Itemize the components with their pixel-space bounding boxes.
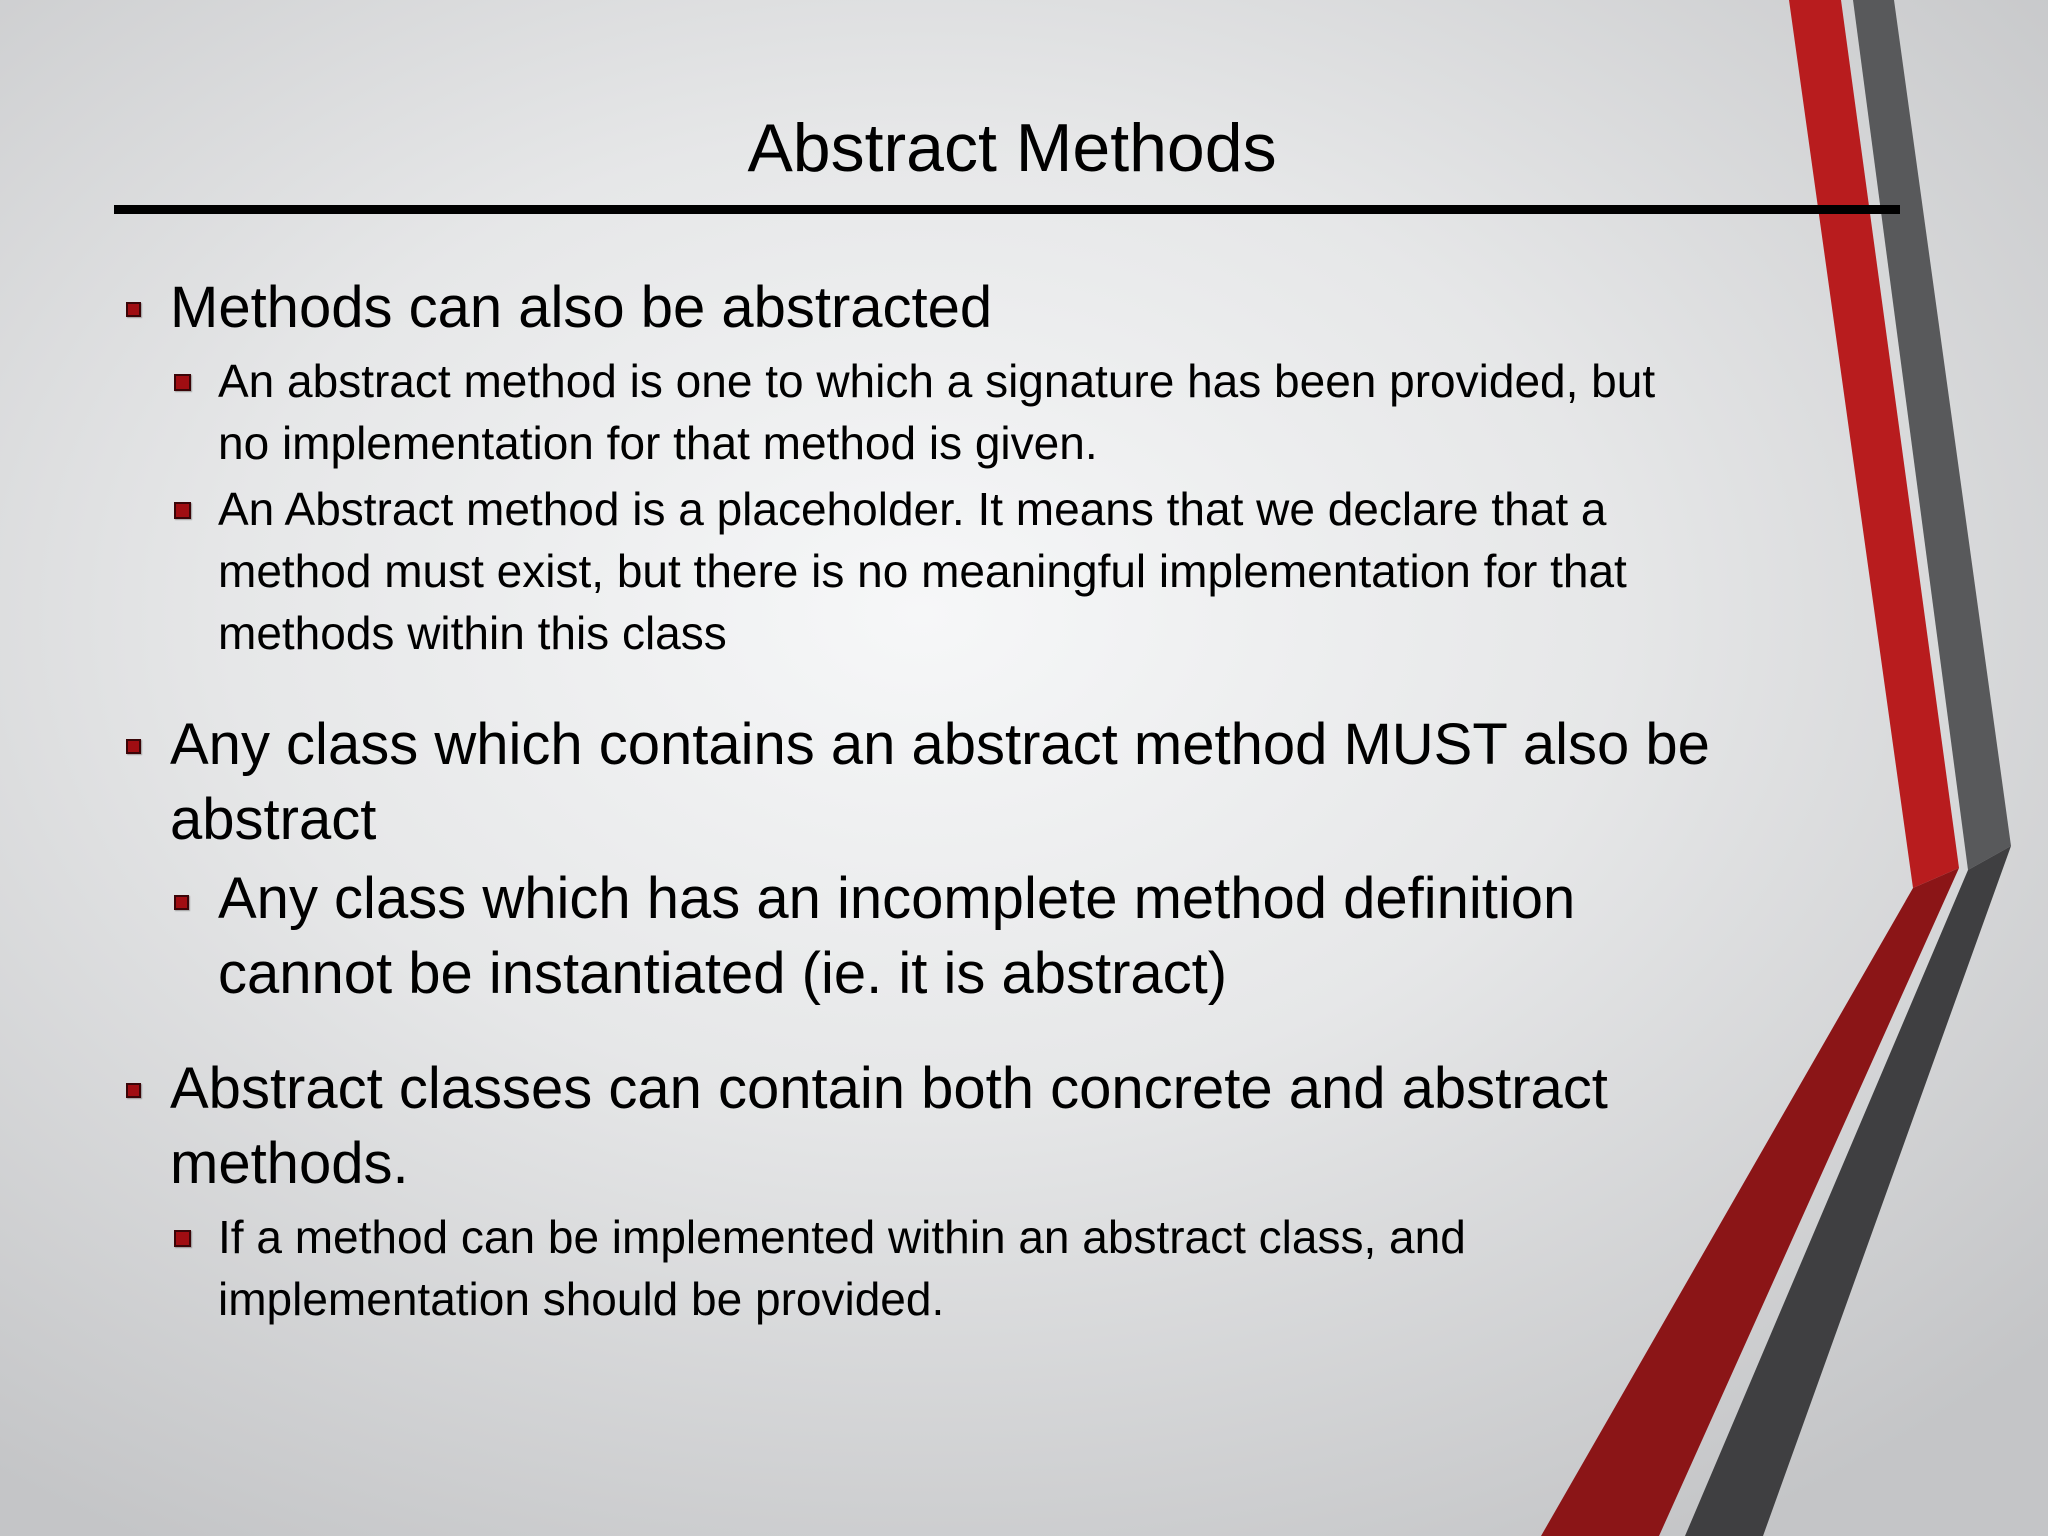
bullet-text: An Abstract method is a placeholder. It means that we declare that a (218, 483, 1607, 535)
bullet-square-icon (126, 1083, 141, 1098)
bullet-text: Any class which contains an abstract method MUST also be (170, 712, 1710, 777)
bullet-square-icon (174, 895, 189, 910)
bullet-square-icon (126, 739, 141, 754)
gray-band-lower (1685, 846, 2011, 1536)
bullet-text: methods within this class (218, 607, 727, 659)
bullet-level1 (170, 270, 992, 345)
bullet-square-icon (126, 302, 141, 317)
bullet-square-icon (174, 374, 191, 391)
bullet-level1 (170, 1051, 1608, 1201)
bullet-text: no implementation for that method is given. (218, 417, 1098, 469)
bullet-text: cannot be instantiated (ie. it is abstract) (218, 941, 1228, 1006)
bullet-text: If a method can be implemented within an abstract class, and (218, 1211, 1466, 1263)
bullet-square-icon (174, 502, 191, 519)
bullet-text: abstract (170, 787, 377, 852)
bullet-text: method must exist, but there is no meaningful implementation for that (218, 545, 1627, 597)
bullet-level2 (218, 350, 1655, 474)
bullet-square-icon (174, 1230, 191, 1247)
bullet-text: implementation should be provided. (218, 1273, 945, 1325)
bullet-text: Any class which has an incomplete method definition (218, 866, 1576, 931)
bullet-text: An abstract method is one to which a signature has been provided, but (218, 355, 1656, 407)
title-underline (114, 205, 1900, 214)
bullet-level2 (218, 478, 1627, 664)
bullet-level2 (218, 1206, 1466, 1330)
bullet-text: methods. (170, 1131, 409, 1196)
slide-title: Abstract Methods (747, 110, 1277, 186)
bullet-text: Abstract classes can contain both concrete and abstract (170, 1056, 1608, 1121)
bullet-level1 (170, 707, 1710, 857)
bullet-level2 (218, 861, 1575, 1011)
bullet-text: Methods can also be abstracted (170, 275, 993, 340)
